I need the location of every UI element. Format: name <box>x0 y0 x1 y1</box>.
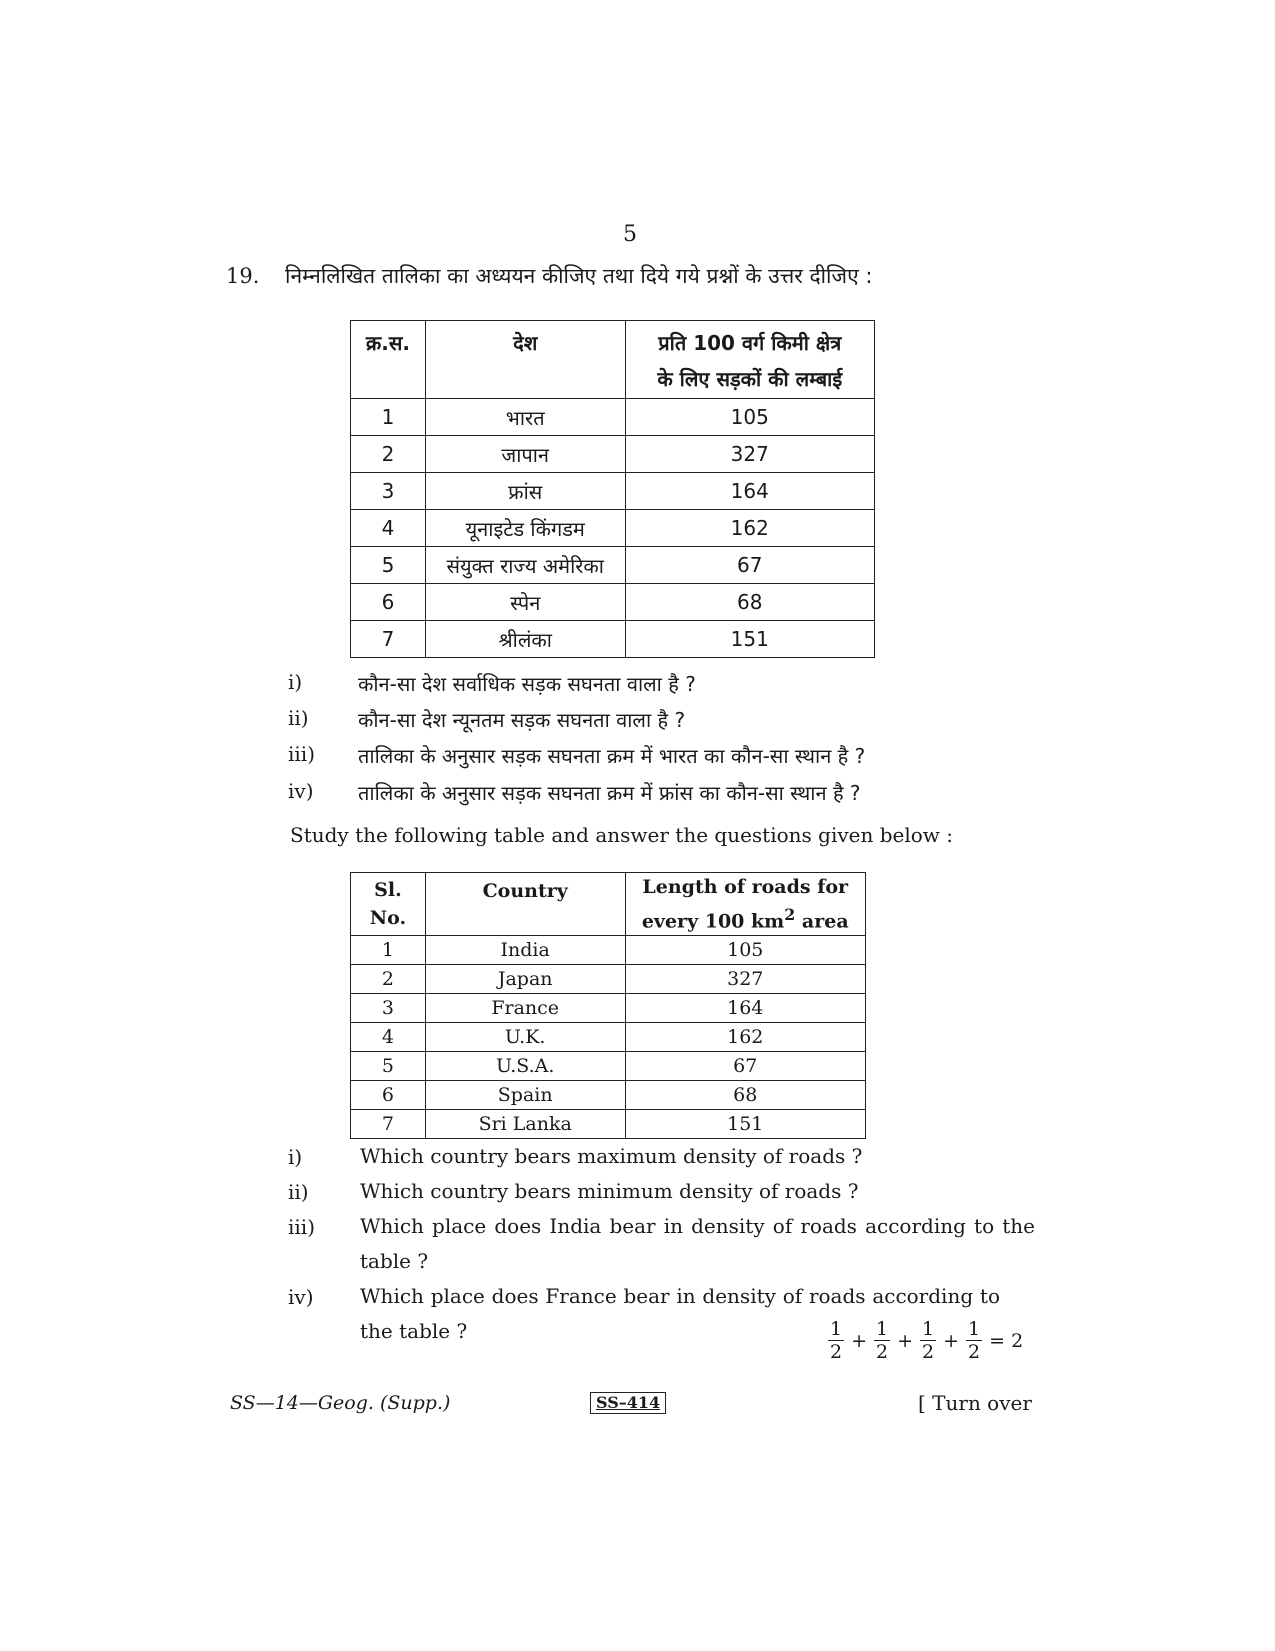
question-text: Which place does India bear in density of roads according to the table ? <box>360 1214 1035 1273</box>
question-text: Which country bears maximum density of roads ? <box>360 1144 863 1168</box>
length-cell: 68 <box>625 584 874 621</box>
header-serial-line1: Sl. <box>374 879 402 902</box>
question-label: iv) <box>288 1285 314 1309</box>
header-length-line2-end: area <box>795 910 849 933</box>
header-serial-line2: No. <box>369 907 407 930</box>
length-cell: 162 <box>625 1023 866 1052</box>
question-label: i) <box>288 1145 303 1169</box>
length-cell: 151 <box>625 1110 866 1139</box>
table-row <box>351 473 875 510</box>
half-mark: $\frac{1}{2}$ <box>876 1318 889 1363</box>
question-text: कौन-सा देश न्यूनतम सड़क सघनता वाला है ? <box>358 708 686 732</box>
length-cell: 327 <box>625 965 866 994</box>
serial-cell: 3 <box>351 473 426 510</box>
plus-sign: + <box>897 1329 914 1352</box>
marks-distribution <box>828 1318 1023 1363</box>
length-cell: 327 <box>625 436 874 473</box>
english-header-length <box>625 873 866 936</box>
plus-sign: + <box>851 1329 868 1352</box>
question-label: iii) <box>288 742 315 766</box>
serial-cell: 4 <box>351 1023 426 1052</box>
serial-cell: 1 <box>351 399 426 436</box>
header-length-superscript: 2 <box>784 905 796 924</box>
question-label: i) <box>288 670 303 694</box>
serial-cell: 5 <box>351 547 426 584</box>
plus-sign: + <box>943 1329 960 1352</box>
serial-cell: 7 <box>351 1110 426 1139</box>
question-label: ii) <box>288 706 309 730</box>
half-mark: $\frac{1}{2}$ <box>968 1318 981 1363</box>
table-row <box>351 965 866 994</box>
page-number: 5 <box>623 222 637 247</box>
question-label: iv) <box>288 779 314 803</box>
table-row <box>351 399 875 436</box>
country-cell: U.K. <box>425 1023 625 1052</box>
footer-turn-over: [ Turn over <box>918 1391 1032 1415</box>
hindi-header-serial: क्र.स. <box>351 321 426 399</box>
serial-cell: 4 <box>351 510 426 547</box>
country-cell: Japan <box>425 965 625 994</box>
serial-cell: 3 <box>351 994 426 1023</box>
table-row <box>351 547 875 584</box>
serial-cell: 6 <box>351 584 426 621</box>
table-row <box>351 1023 866 1052</box>
table-row <box>351 936 866 965</box>
footer-paper-code: SS—14—Geog. (Supp.) <box>230 1392 451 1414</box>
hindi-header-length-line1: प्रति 100 वर्ग किमी क्षेत्र <box>658 331 842 355</box>
question-number: 19. <box>226 264 260 288</box>
country-cell: Sri Lanka <box>425 1110 625 1139</box>
footer-series-code: SS–414 <box>590 1392 666 1414</box>
serial-cell: 2 <box>351 436 426 473</box>
country-cell: France <box>425 994 625 1023</box>
country-cell: स्पेन <box>425 584 625 621</box>
country-cell: U.S.A. <box>425 1052 625 1081</box>
country-cell: Spain <box>425 1081 625 1110</box>
table-row <box>351 436 875 473</box>
english-header-serial <box>351 873 426 936</box>
hindi-header-length-line2: के लिए सड़कों की लम्बाई <box>657 367 843 391</box>
table-row <box>351 510 875 547</box>
length-cell: 105 <box>625 936 866 965</box>
header-length-line2: every 100 km <box>641 910 785 933</box>
length-cell: 164 <box>625 994 866 1023</box>
question-label: iii) <box>288 1215 315 1239</box>
english-table-header <box>351 873 866 936</box>
length-cell: 162 <box>625 510 874 547</box>
question-label: ii) <box>288 1180 309 1204</box>
length-cell: 164 <box>625 473 874 510</box>
serial-cell: 1 <box>351 936 426 965</box>
marks-total: = 2 <box>989 1329 1024 1352</box>
table-row <box>351 1110 866 1139</box>
half-mark: $\frac{1}{2}$ <box>830 1318 843 1363</box>
english-header-country: Country <box>425 873 625 936</box>
country-cell: भारत <box>425 399 625 436</box>
question-text: तालिका के अनुसार सड़क सघनता क्रम में फ्रांस का कौन-सा स्थान है ? <box>358 781 861 805</box>
half-mark: $\frac{1}{2}$ <box>922 1318 935 1363</box>
table-row <box>351 584 875 621</box>
header-length-line1: Length of roads for <box>642 876 849 898</box>
country-cell: जापान <box>425 436 625 473</box>
country-cell: श्रीलंका <box>425 621 625 658</box>
length-cell: 105 <box>625 399 874 436</box>
hindi-header-length <box>625 321 874 399</box>
length-cell: 151 <box>625 621 874 658</box>
length-cell: 67 <box>625 1052 866 1081</box>
serial-cell: 5 <box>351 1052 426 1081</box>
english-instruction: Study the following table and answer the questions given below : <box>290 823 954 847</box>
question-text: तालिका के अनुसार सड़क सघनता क्रम में भारत का कौन-सा स्थान है ? <box>358 744 866 768</box>
serial-cell: 6 <box>351 1081 426 1110</box>
table-row <box>351 621 875 658</box>
hindi-header-country: देश <box>425 321 625 399</box>
table-row <box>351 1052 866 1081</box>
hindi-table-header <box>351 321 875 399</box>
length-cell: 67 <box>625 547 874 584</box>
country-cell: India <box>425 936 625 965</box>
serial-cell: 7 <box>351 621 426 658</box>
country-cell: संयुक्त राज्य अमेरिका <box>425 547 625 584</box>
hindi-table <box>350 320 875 658</box>
question-text: Which place does France bear in density of roads according to the table ? <box>360 1284 1000 1343</box>
hindi-instruction: निम्नलिखित तालिका का अध्ययन कीजिए तथा दिये गये प्रश्नों के उत्तर दीजिए : <box>285 264 873 288</box>
length-cell: 68 <box>625 1081 866 1110</box>
question-text: कौन-सा देश सर्वाधिक सड़क सघनता वाला है ? <box>358 672 696 696</box>
table-row <box>351 994 866 1023</box>
serial-cell: 2 <box>351 965 426 994</box>
question-text: Which country bears minimum density of roads ? <box>360 1179 859 1203</box>
country-cell: यूनाइटेड किंगडम <box>425 510 625 547</box>
country-cell: फ्रांस <box>425 473 625 510</box>
english-table <box>350 872 866 1139</box>
table-row <box>351 1081 866 1110</box>
